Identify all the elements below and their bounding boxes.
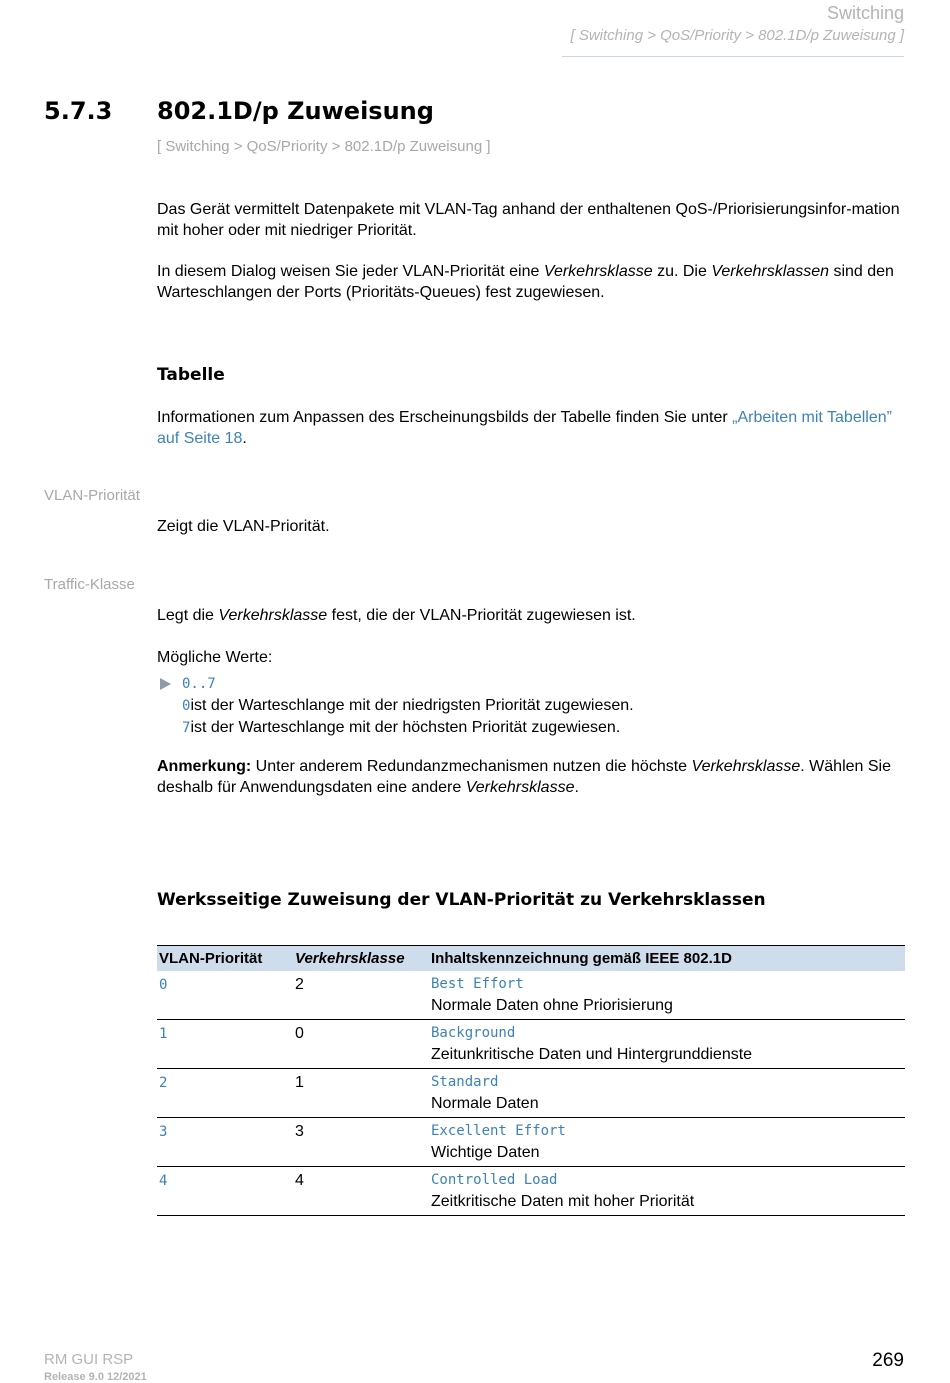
table-row — [157, 1020, 905, 1069]
cell-traffic-class: 2 — [293, 971, 429, 1020]
traffic-text: fest, die der VLAN-Priorität zugewiesen ist. — [327, 607, 636, 624]
value-0-code: 0 — [182, 698, 191, 714]
table-row — [157, 1118, 905, 1167]
cell-vlan-priority — [157, 971, 293, 1020]
possible-values-list — [160, 673, 910, 739]
tabelle-link[interactable]: „Arbeiten mit Tabellen” auf Seite 18 — [157, 409, 892, 447]
cell-vlan-priority — [157, 1020, 293, 1069]
bullet-arrow-icon — [160, 678, 171, 690]
content-description: Zeitunkritische Daten und Hintergrunddienste — [431, 1046, 753, 1063]
factory-assignment-table — [157, 945, 905, 1216]
column-header-traffic-class: Verkehrsklasse — [293, 946, 429, 972]
intro-paragraph-1: Das Gerät vermittelt Datenpakete mit VLAN-Tag anhand der enthaltenen QoS-/Priorisierungsinfor-mation mit hoher oder mit niedriger Priorität. — [157, 201, 900, 239]
header-divider — [562, 56, 904, 57]
value-range — [182, 673, 910, 695]
note-text: . — [574, 779, 579, 796]
cell-content-label — [429, 1020, 905, 1069]
tabelle-paragraph — [157, 407, 907, 449]
content-code: Controlled Load — [431, 1172, 558, 1188]
value-7-text: ist der Warteschlange mit der höchsten Priorität zugewiesen. — [190, 719, 621, 736]
intro-text: sind den Warteschlangen der Ports (Prioritäts-Queues) fest zugewiesen. — [157, 263, 894, 301]
tabelle-period: . — [242, 430, 247, 447]
table-row — [157, 1167, 905, 1216]
page-number: 269 — [872, 1350, 904, 1371]
traffic-emphasis: Verkehrsklasse — [218, 607, 328, 624]
content-description: Normale Daten — [431, 1095, 539, 1112]
value-0-text: ist der Warteschlange mit der niedrigsten Priorität zugewiesen. — [190, 697, 634, 714]
running-header-title: Switching — [826, 3, 904, 23]
content-code: Background — [431, 1025, 516, 1041]
priority-code: 1 — [159, 1026, 168, 1042]
cell-vlan-priority — [157, 1118, 293, 1167]
intro-emphasis: Verkehrsklasse — [543, 263, 653, 280]
table-row — [157, 1069, 905, 1118]
column-header-vlan-priority: VLAN-Priorität — [157, 946, 293, 972]
content-description: Normale Daten ohne Priorisierung — [431, 997, 673, 1014]
running-header-breadcrumb: [ Switching > QoS/Priority > 802.1D/p Zuweisung ] — [570, 27, 904, 44]
note-paragraph — [157, 756, 907, 798]
column-header-content-label: Inhaltskennzeichnung gemäß IEEE 802.1D — [429, 946, 905, 972]
value-0-desc — [182, 695, 910, 717]
traffic-text: Legt die — [157, 607, 219, 624]
note-emphasis: Verkehrsklasse — [465, 779, 575, 796]
vlan-priority-description: Zeigt die VLAN-Priorität. — [157, 518, 330, 535]
cell-content-label — [429, 1118, 905, 1167]
table-header-row — [157, 946, 905, 972]
value-range-code: 0..7 — [182, 676, 216, 692]
content-description: Wichtige Daten — [431, 1144, 540, 1161]
value-7-desc — [182, 717, 910, 739]
section-breadcrumb: [ Switching > QoS/Priority > 802.1D/p Zuweisung ] — [157, 138, 491, 155]
note-emphasis: Verkehrsklasse — [691, 758, 801, 775]
footer-release: Release 9.0 12/2021 — [44, 1371, 147, 1383]
note-text: . Wählen Sie deshalb für Anwendungsdaten eine andere — [157, 758, 891, 796]
cell-traffic-class: 4 — [293, 1167, 429, 1216]
content-code: Best Effort — [431, 976, 524, 992]
intro-text: In diesem Dialog weisen Sie jeder VLAN-Priorität eine — [157, 263, 544, 280]
cell-traffic-class: 1 — [293, 1069, 429, 1118]
value-7-code: 7 — [182, 720, 191, 736]
cell-content-label — [429, 1167, 905, 1216]
tabelle-heading: Tabelle — [157, 365, 225, 385]
factory-assignment-heading: Werksseitige Zuweisung der VLAN-Priorität zu Verkehrsklassen — [157, 890, 766, 910]
cell-traffic-class: 3 — [293, 1118, 429, 1167]
section-number: 5.7.3 — [44, 97, 113, 125]
content-description: Zeitkritische Daten mit hoher Priorität — [431, 1193, 695, 1210]
content-code: Standard — [431, 1074, 499, 1090]
intro-emphasis: Verkehrsklassen — [711, 263, 830, 280]
vlan-priority-label: VLAN-Priorität — [44, 487, 140, 504]
section-title: 802.1D/p Zuweisung — [157, 97, 434, 125]
cell-vlan-priority — [157, 1069, 293, 1118]
note-label: Anmerkung: — [157, 758, 252, 775]
table-row — [157, 971, 905, 1020]
intro-text: zu. Die — [652, 263, 712, 280]
priority-code: 3 — [159, 1124, 168, 1140]
cell-content-label — [429, 1069, 905, 1118]
footer-document-name: RM GUI RSP — [44, 1351, 134, 1368]
intro-paragraph-2 — [157, 261, 907, 303]
traffic-class-description — [157, 605, 907, 626]
cell-traffic-class: 0 — [293, 1020, 429, 1069]
priority-code: 2 — [159, 1075, 168, 1091]
priority-code: 0 — [159, 977, 168, 993]
possible-values-label: Mögliche Werte: — [157, 649, 273, 666]
note-text: Unter anderem Redundanzmechanismen nutzen die höchste — [251, 758, 692, 775]
tabelle-text: Informationen zum Anpassen des Erscheinungsbilds der Tabelle finden Sie unter — [157, 409, 733, 426]
cell-vlan-priority — [157, 1167, 293, 1216]
priority-code: 4 — [159, 1173, 168, 1189]
cell-content-label — [429, 971, 905, 1020]
content-code: Excellent Effort — [431, 1123, 566, 1139]
traffic-class-label: Traffic-Klasse — [44, 576, 135, 593]
